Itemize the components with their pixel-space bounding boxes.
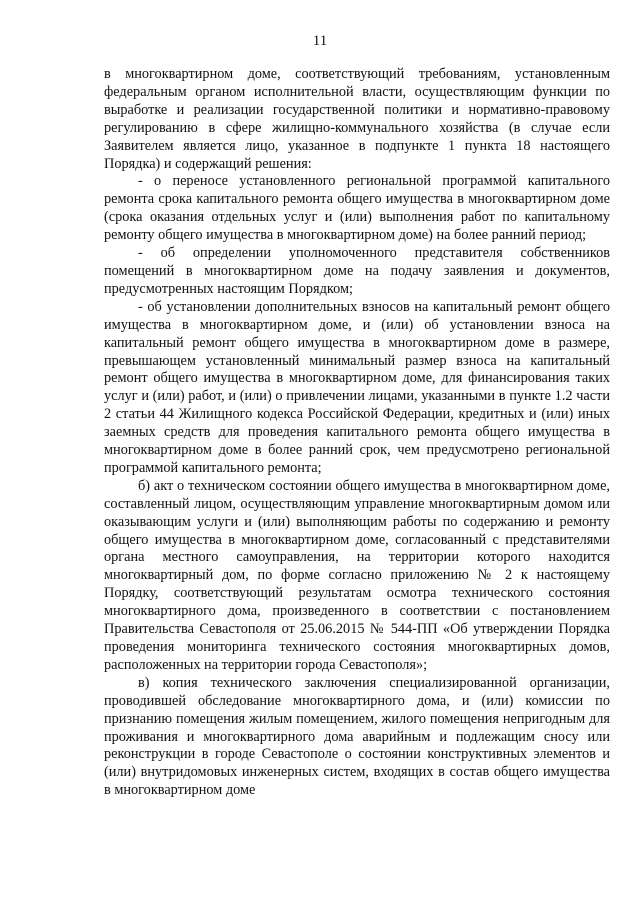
paragraph-decision-postpone: - о переносе установленного региональной программой капитального ремонта срока капитального ремонта общего имущества в многоквартирном доме (срока оказания отдельных услуг и (или) выполнения работ по капитальному ремонту общего имущества в многоквартирном доме) на более ранний период; bbox=[104, 173, 610, 244]
paragraph-item-b: б) акт о техническом состоянии общего имущества в многоквартирном доме, составленный лицом, осуществляющим управление многоквартирным домом или оказывающим услуги и (или) выполняющим работы по содержанию и ремонту общего имущества в многоквартирном доме, согласованный с представителями органа местного самоуправления, на территории которого находится многоквартирный дом, по форме согласно приложению № 2 к настоящему Порядку, соответствующий результатам осмотра технического состояния многоквартирного дома, произведенного в соответствии с постановлением Правительства Севастополя от 25.06.2015 № 544-ПП «Об утверждении Порядка проведения мониторинга технического состояния многоквартирных домов, расположенных на территории города Севастополя»; bbox=[104, 477, 610, 673]
paragraph-decision-representative: - об определении уполномоченного представителя собственников помещений в многоквартирном доме на подачу заявления и документов, предусмотренных настоящим Порядком; bbox=[104, 245, 610, 297]
paragraph-intro: в многоквартирном доме, соответствующий требованиям, установленным федеральным органом исполнительной власти, осуществляющим функции по выработке и реализации государственной политики и нормативно-правовому регулированию в сфере жилищно-коммунального хозяйства (в случае если Заявителем является лицо, указанное в подпункте 1 пункта 18 настоящего Порядка) и содержащий решения: bbox=[104, 66, 610, 172]
paragraph-item-v: в) копия технического заключения специализированной организации, проводившей обследование многоквартирного дома, и (или) комиссии по признанию помещения жилым помещением, жилого помещения непригодным для проживания и многоквартирного дома аварийным и подлежащим сносу или реконструкции в городе Севастополе о состоянии конструктивных элементов и (или) внутридомовых инженерных систем, входящих в состав общего имущества в многоквартирном доме bbox=[104, 674, 610, 799]
paragraph-decision-contributions: - об установлении дополнительных взносов на капитальный ремонт общего имущества в многоквартирном доме, и (или) об установлении взноса на капитальный ремонт общего имущества в многоквартирном доме в размере, превышающем установленный минимальный размер взноса на капитальный ремонт общего имущества в многоквартирном доме, для финансирования таких услуг и (или) работ, и (или) о привлечении лицами, указанными в пункте 1.2 части 2 статьи 44 Жилищного кодекса Российской Федерации, кредитных и (или) иных заемных средств для проведения капитального ремонта общего имущества в многоквартирном доме в более ранний срок, чем предусмотрено региональной программой капитального ремонта; bbox=[104, 298, 610, 476]
page-number: 11 bbox=[312, 33, 328, 49]
document-body bbox=[104, 66, 610, 800]
